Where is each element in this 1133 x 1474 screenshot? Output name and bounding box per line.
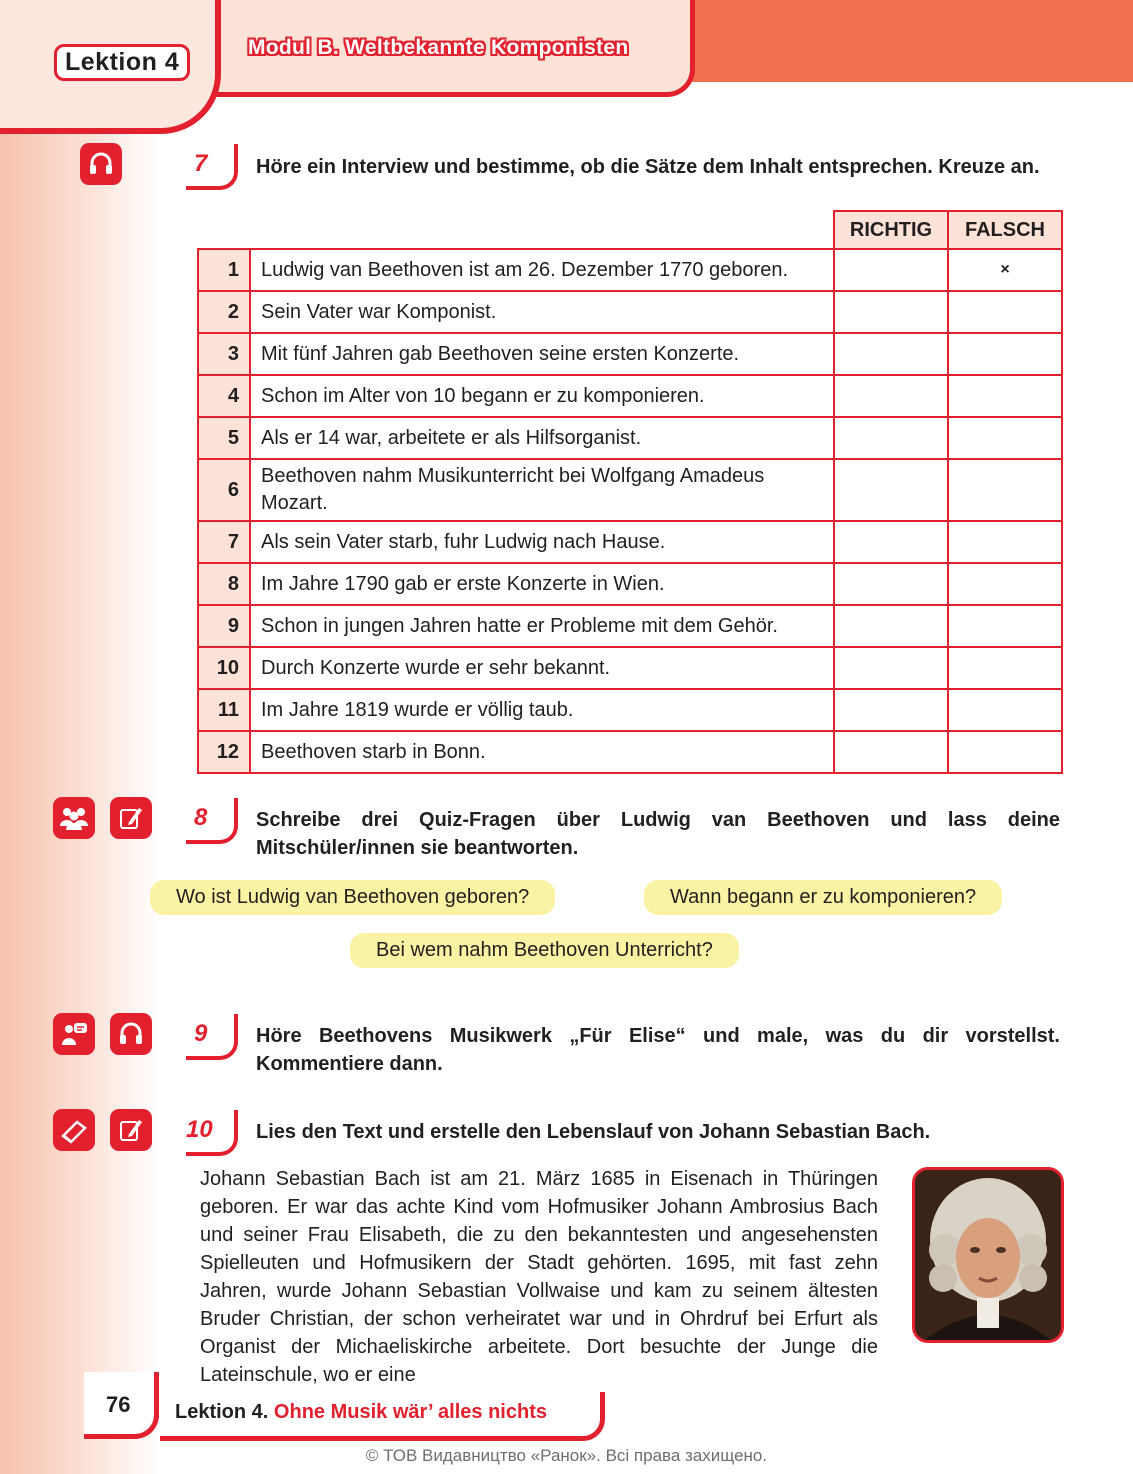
book-reading-icon — [53, 1109, 95, 1151]
table-row — [198, 249, 1062, 291]
quiz-question-1: Wo ist Ludwig van Beethoven geboren? — [150, 880, 555, 915]
group-work-icon — [53, 797, 95, 839]
pencil-write-icon — [110, 1109, 152, 1151]
row-number: 10 — [198, 647, 250, 689]
row-statement: Beethoven starb in Bonn. — [250, 731, 834, 773]
row-statement: Beethoven nahm Musikunterricht bei Wolfgang Amadeus Mozart. — [250, 459, 834, 521]
task-9-number: 9 — [194, 1020, 208, 1047]
richtig-checkbox[interactable] — [834, 375, 948, 417]
copyright-notice: © ТОВ Видавництво «Ранок». Всі права захищено. — [365, 1446, 768, 1465]
row-statement: Ludwig van Beethoven ist am 26. Dezember 1770 geboren. — [250, 249, 834, 291]
table-row — [198, 417, 1062, 459]
row-number: 4 — [198, 375, 250, 417]
pencil-write-icon — [110, 797, 152, 839]
footer-lesson-title — [175, 1401, 547, 1424]
row-statement: Durch Konzerte wurde er sehr bekannt. — [250, 647, 834, 689]
table-row — [198, 563, 1062, 605]
row-statement: Sein Vater war Komponist. — [250, 291, 834, 333]
richtig-checkbox[interactable] — [834, 605, 948, 647]
bach-portrait-image — [912, 1167, 1064, 1343]
task-10-instruction: Lies den Text und erstelle den Lebenslauf von Johann Sebastian Bach. — [256, 1121, 931, 1143]
falsch-checkbox[interactable] — [948, 333, 1062, 375]
true-false-table — [197, 210, 1063, 774]
quiz-question-2: Wann begann er zu komponieren? — [644, 880, 1002, 915]
column-falsch: FALSCH — [948, 211, 1062, 249]
row-number: 7 — [198, 521, 250, 563]
falsch-checkbox[interactable] — [948, 647, 1062, 689]
table-row — [198, 605, 1062, 647]
falsch-checkbox[interactable] — [948, 563, 1062, 605]
headphones-icon — [80, 143, 122, 185]
table-row — [198, 689, 1062, 731]
table-row — [198, 647, 1062, 689]
row-number: 9 — [198, 605, 250, 647]
row-number: 11 — [198, 689, 250, 731]
task-8-number: 8 — [194, 804, 208, 831]
richtig-checkbox[interactable] — [834, 521, 948, 563]
task-9-instruction: Höre Beethovens Musikwerk „Für Elise“ und male, was du dir vorstellst. Kommentiere dann. — [256, 1025, 1060, 1075]
lektion-label: Lektion 4 — [54, 44, 190, 81]
table-row — [198, 521, 1062, 563]
row-statement: Schon in jungen Jahren hatte er Probleme mit dem Gehör. — [250, 605, 834, 647]
left-margin-gradient — [0, 0, 160, 1474]
row-number: 3 — [198, 333, 250, 375]
bach-biography-text: Johann Sebastian Bach ist am 21. März 1685 in Eisenach in Thüringen geboren. Er war das achte Kind vom Hofmusiker Johann Ambrosius Bach und seiner Frau Elisabeth, die zu den bekanntesten und angesehensten Spielleuten und Hofmusikern der Stadt gehörten. 1695, mit fast zehn Jahren, wurde Johann Sebastian Vollwaise und kam zu seinem ältesten Bruder Christian, der schon verheiratet war und in Ohrdruf bei Erfurt als Organist der Michaeliskirche arbeitete. Dort besuchte der Junge die Lateinschule, wo er eine — [200, 1168, 878, 1386]
page-number: 76 — [106, 1392, 131, 1417]
richtig-checkbox[interactable] — [834, 731, 948, 773]
table-row — [198, 375, 1062, 417]
column-richtig: RICHTIG — [834, 211, 948, 249]
row-statement: Im Jahre 1790 gab er erste Konzerte in Wien. — [250, 563, 834, 605]
falsch-checkbox[interactable] — [948, 605, 1062, 647]
row-number: 8 — [198, 563, 250, 605]
row-statement: Im Jahre 1819 wurde er völlig taub. — [250, 689, 834, 731]
task-7-number: 7 — [194, 150, 208, 177]
task-10-number: 10 — [186, 1116, 213, 1143]
richtig-checkbox[interactable] — [834, 333, 948, 375]
row-number: 6 — [198, 459, 250, 521]
task-8-instruction: Schreibe drei Quiz-Fragen über Ludwig van Beethoven und lass deine Mitschüler/innen sie beantworten. — [256, 809, 1060, 859]
row-number: 5 — [198, 417, 250, 459]
falsch-checkbox[interactable] — [948, 731, 1062, 773]
headphones-icon — [110, 1013, 152, 1055]
falsch-checkbox[interactable] — [948, 459, 1062, 521]
richtig-checkbox[interactable] — [834, 417, 948, 459]
falsch-checkbox[interactable] — [948, 521, 1062, 563]
richtig-checkbox[interactable] — [834, 249, 948, 291]
row-statement: Mit fünf Jahren gab Beethoven seine ersten Konzerte. — [250, 333, 834, 375]
richtig-checkbox[interactable] — [834, 647, 948, 689]
table-row — [198, 459, 1062, 521]
falsch-checkbox[interactable]: × — [948, 249, 1062, 291]
speaking-icon — [53, 1013, 95, 1055]
footer-lesson-prefix: Lektion 4. — [175, 1401, 269, 1423]
falsch-checkbox[interactable] — [948, 375, 1062, 417]
row-statement: Als er 14 war, arbeitete er als Hilfsorganist. — [250, 417, 834, 459]
richtig-checkbox[interactable] — [834, 291, 948, 333]
falsch-checkbox[interactable] — [948, 291, 1062, 333]
row-number: 2 — [198, 291, 250, 333]
quiz-question-3: Bei wem nahm Beethoven Unterricht? — [350, 933, 739, 968]
table-row — [198, 731, 1062, 773]
richtig-checkbox[interactable] — [834, 459, 948, 521]
footer-lesson-name: Ohne Musik wär’ alles nichts — [273, 1401, 547, 1423]
task-7-instruction: Höre ein Interview und bestimme, ob die Sätze dem Inhalt entsprechen. Kreuze an. — [256, 156, 1040, 178]
row-number: 12 — [198, 731, 250, 773]
modul-title: Modul B. Weltbekannte Komponisten — [248, 36, 629, 59]
falsch-checkbox[interactable] — [948, 417, 1062, 459]
row-statement: Schon im Alter von 10 begann er zu komponieren. — [250, 375, 834, 417]
falsch-checkbox[interactable] — [948, 689, 1062, 731]
row-statement: Als sein Vater starb, fuhr Ludwig nach Hause. — [250, 521, 834, 563]
richtig-checkbox[interactable] — [834, 689, 948, 731]
header-orange-band — [680, 0, 1133, 82]
table-row — [198, 291, 1062, 333]
row-number: 1 — [198, 249, 250, 291]
table-row — [198, 333, 1062, 375]
richtig-checkbox[interactable] — [834, 563, 948, 605]
table-header-spacer — [198, 211, 834, 249]
